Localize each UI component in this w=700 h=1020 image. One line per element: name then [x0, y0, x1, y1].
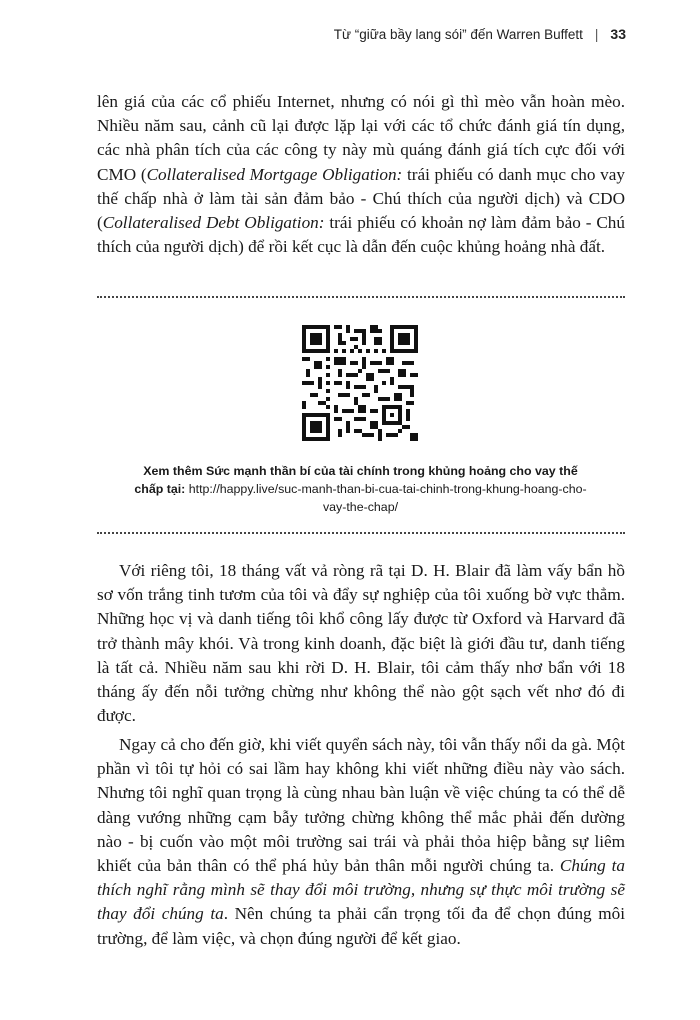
qr-caption-label: Xem thêm Sức mạnh thần bí của tài chính trong khủng hoảng cho vay thế chấp tại: — [134, 464, 578, 497]
header-separator: | — [594, 26, 599, 42]
qr-caption-link[interactable]: http://happy.live/suc-manh-than-bi-cua-tai-chinh-trong-khung-hoang-cho-vay-the-chap/ — [188, 482, 587, 515]
paragraph-3-text-a: Ngay cả cho đến giờ, khi viết quyển sách này, tôi vẫn thấy nổi da gà. Một phần vì tôi tự hỏi có sai lầm hay không khi viết những điều này vào sách. Nhưng tôi nghĩ quan trọng là cùng nhau bàn luận về việc chúng ta có thể dễ dàng vướng những cạm bẫy tưởng chừng không thể mắc phải đến dường nào - bị cuốn vào một môi trường sai trái và phải thỏa hiệp bằng sự liêm khiết của bản thân có thể phá hủy bản thân mỗi người chúng ta. — [97, 735, 625, 876]
paragraph-1 — [97, 90, 625, 259]
running-title: Từ “giữa bầy lang sói” đến Warren Buffett — [333, 26, 583, 42]
paragraph-1-text-a: lên giá của các cổ phiếu Internet, nhưng có nói gì thì mèo vẫn hoàn mèo. Nhiều năm sau, cảnh cũ lại được lặp lại với các tổ chức đánh giá tín dụng, các nhà phân tích của các công ty này mù quáng đánh giá tích cực đối với CMO ( — [97, 92, 625, 184]
paragraph-1-italic-cmo: Collateralised Mortgage Obligation: — [146, 164, 403, 184]
page-number: 33 — [610, 26, 626, 42]
qr-code-image[interactable] — [302, 325, 418, 441]
paragraph-1-italic-cdo: Collateralised Debt Obligation: — [102, 213, 325, 233]
qr-caption — [128, 462, 593, 517]
dotted-divider-bottom — [97, 532, 625, 534]
paragraph-1-text-c: trái phiếu có khoản nợ làm đảm bảo - Chú thích của người dịch) để rồi kết cục là dẫn đến cuộc khủng hoảng nhà đất. — [97, 213, 625, 257]
paragraph-2 — [97, 559, 625, 728]
dotted-divider-top — [97, 296, 625, 298]
running-header — [334, 26, 626, 42]
paragraph-2-text: Với riêng tôi, 18 tháng vất vả ròng rã tại D. H. Blair đã làm vấy bẩn hồ sơ vốn trắng tinh tươm của tôi và đẩy sự nghiệp của tôi xuống bờ vực thẳm. Những học vị và danh tiếng tôi khổ công lấy được từ Oxford và Harvard đã trở thành mây khói. Và trong kinh doanh, đặc biệt là giới đầu tư, danh tiếng là tất cả. Nhiều năm sau khi rời D. H. Blair, tôi cảm thấy nhơ bẩn với 18 tháng ấy đến nỗi tưởng chừng như không thể nào gột sạch vết nhơ đó đi được. — [97, 561, 625, 726]
paragraph-3-italic: Chúng ta thích nghĩ rằng mình sẽ thay đổi môi trường, nhưng sự thực môi trường sẽ thay đổi chúng ta — [97, 856, 625, 924]
paragraph-1-text-b: trái phiếu có danh mục cho vay thế chấp nhà ở làm tài sản đảm bảo - Chú thích của người dịch) và CDO ( — [97, 164, 625, 233]
paragraph-3-text-b: . Nên chúng ta phải cẩn trọng tối đa để chọn đúng môi trường, để làm việc, và chọn đúng người để kết giao. — [97, 904, 625, 948]
paragraph-3 — [97, 733, 625, 951]
